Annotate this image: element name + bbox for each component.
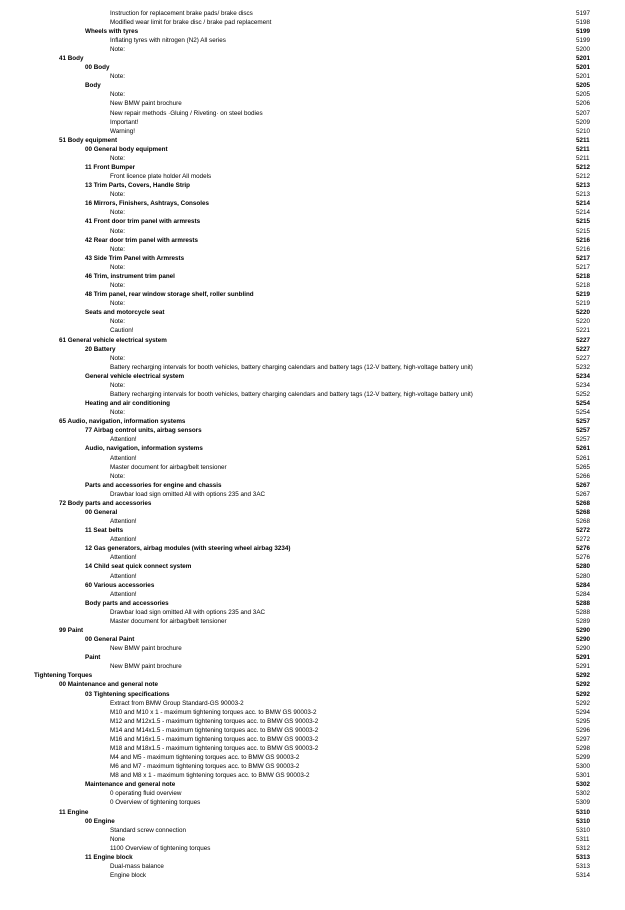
toc-entry-title: Wheels with tyres	[85, 27, 139, 35]
toc-entry[interactable]	[0, 36, 625, 45]
toc-entry-page-number: 5234	[576, 372, 591, 380]
toc-entry-page-number: 5292	[576, 681, 591, 689]
toc-entry-page-number: 5227	[576, 354, 591, 362]
toc-entry-title: 00 Body	[85, 64, 110, 72]
toc-entry[interactable]	[0, 109, 625, 118]
toc-entry[interactable]	[0, 454, 625, 463]
toc-heading[interactable]	[0, 526, 625, 535]
toc-entry[interactable]	[0, 9, 625, 18]
toc-entry[interactable]	[0, 617, 625, 626]
toc-entry-page-number: 5200	[576, 46, 591, 53]
toc-entry[interactable]	[0, 208, 625, 217]
toc-entry[interactable]	[0, 363, 625, 372]
toc-entry-page-number: 5209	[576, 118, 591, 126]
toc-entry[interactable]	[0, 354, 625, 363]
toc-entry-title: Extract from BMW Group Standard-GS 90003-2	[110, 699, 244, 707]
toc-entry[interactable]	[0, 726, 625, 735]
toc-heading[interactable]	[0, 481, 625, 490]
toc-entry-page-number: 5313	[576, 863, 591, 871]
toc-entry-page-number: 5311	[576, 835, 590, 843]
toc-entry-page-number: 5292	[576, 690, 591, 698]
toc-entry-page-number: 5205	[576, 82, 591, 90]
toc-entry-title: Note:	[110, 154, 126, 162]
toc-entry-title: M6 and M7 - maximum tightening torques acc. to BMW GS 90003-2	[110, 763, 300, 771]
toc-entry-title: Instruction for replacement brake pads/ brake discs	[110, 9, 253, 17]
toc-entry-page-number: 5210	[576, 127, 591, 135]
toc-entry-page-number: 5215	[576, 218, 591, 226]
toc-entry-page-number: 5292	[576, 699, 591, 707]
toc-entry-page-number: 5272	[576, 536, 591, 544]
toc-entry-page-number: 5267	[576, 481, 591, 489]
toc-entry-title: M14 and M14x1.5 - maximum tightening torques acc. to BMW GS 90003-2	[110, 726, 319, 734]
toc-entry[interactable]	[0, 154, 625, 163]
toc-heading[interactable]	[0, 635, 625, 644]
toc-heading[interactable]	[0, 145, 625, 154]
toc-entry-title: Note:	[110, 263, 126, 271]
toc-entry[interactable]	[0, 45, 625, 54]
toc-entry-page-number: 5291	[576, 654, 591, 662]
toc-heading[interactable]	[0, 508, 625, 517]
toc-heading[interactable]	[0, 136, 625, 145]
toc-entry-page-number: 5206	[576, 100, 591, 108]
toc-entry-title: 00 Engine	[85, 817, 115, 825]
toc-entry-page-number: 5197	[576, 9, 591, 17]
toc-entry-title: 13 Trim Parts, Covers, Handle Strip	[85, 182, 190, 190]
toc-entry-title: Standard screw connection	[110, 826, 186, 834]
toc-heading[interactable]	[0, 27, 625, 36]
toc-entry-title: Attention!	[110, 436, 137, 444]
toc-entry-title: 41 Body	[59, 55, 84, 63]
toc-heading[interactable]	[0, 290, 625, 299]
toc-entry[interactable]	[0, 99, 625, 108]
toc-entry-title: Parts and accessories for engine and chassis	[85, 481, 222, 489]
toc-entry-title: Front licence plate holder All models	[110, 173, 212, 181]
toc-entry-title: Attention!	[110, 454, 137, 462]
toc-entry-page-number: 5214	[576, 209, 591, 217]
toc-entry-title: None	[110, 835, 126, 843]
toc-entry-title: Note:	[110, 191, 126, 199]
toc-entry-page-number: 5298	[576, 745, 591, 753]
toc-entry-page-number: 5199	[576, 27, 591, 35]
toc-entry[interactable]	[0, 771, 625, 780]
toc-entry-title: Caution!	[110, 327, 134, 335]
toc-heading[interactable]	[0, 808, 625, 817]
toc-heading[interactable]	[0, 680, 625, 689]
toc-entry[interactable]	[0, 762, 625, 771]
toc-entry-title: M16 and M16x1.5 - maximum tightening torques acc. to BMW GS 90003-2	[110, 735, 319, 743]
toc-entry-page-number: 5216	[576, 245, 591, 253]
toc-entry[interactable]	[0, 871, 625, 880]
toc-entry-page-number: 5254	[576, 400, 591, 408]
toc-entry-title: 11 Front Bumper	[85, 164, 136, 172]
toc-entry-page-number: 5219	[576, 291, 591, 299]
toc-entry-page-number: 5213	[576, 191, 591, 199]
toc-heading[interactable]	[0, 345, 625, 354]
toc-entry[interactable]	[0, 590, 625, 599]
toc-heading[interactable]	[0, 853, 625, 862]
toc-entry-page-number: 5214	[576, 200, 591, 208]
toc-entry-title: Dual-mass balance	[110, 863, 164, 871]
toc-entry-title: Note:	[110, 318, 126, 326]
toc-entry-page-number: 5218	[576, 272, 591, 280]
toc-entry-title: 12 Gas generators, airbag modules (with steering wheel airbag 3234)	[85, 545, 291, 553]
toc-entry-title: Important!	[110, 118, 139, 126]
toc-entry-title: 51 Body equipment	[59, 136, 118, 144]
toc-entry-title: 03 Tightening specifications	[85, 690, 170, 698]
toc-heading[interactable]	[0, 671, 625, 680]
toc-entry-title: Note:	[110, 73, 126, 81]
toc-entry-page-number: 5276	[576, 545, 591, 553]
toc-entry-title: Note:	[110, 472, 126, 480]
toc-heading[interactable]	[0, 54, 625, 63]
toc-entry-title: 20 Battery	[85, 345, 116, 353]
toc-entry-page-number: 5276	[576, 554, 591, 562]
toc-heading[interactable]	[0, 544, 625, 553]
toc-entry-page-number: 5201	[576, 73, 591, 81]
toc-entry[interactable]	[0, 699, 625, 708]
toc-heading[interactable]	[0, 444, 625, 453]
toc-entry-title: 42 Rear door trim panel with armrests	[85, 236, 199, 244]
toc-entry-page-number: 5310	[576, 808, 591, 816]
toc-entry-title: Note:	[110, 91, 126, 99]
toc-entry-title: M8 and M8 x 1 - maximum tightening torques acc. to BMW GS 90003-2	[110, 772, 310, 780]
toc-entry[interactable]	[0, 463, 625, 472]
toc-heading[interactable]	[0, 308, 625, 317]
toc-entry-title: 65 Audio, navigation, information systems	[59, 418, 186, 426]
toc-heading[interactable]	[0, 581, 625, 590]
toc-entry-title: 41 Front door trim panel with armrests	[85, 218, 201, 226]
toc-entry-page-number: 5234	[576, 381, 591, 389]
toc-entry[interactable]	[0, 299, 625, 308]
toc-entry-title: New BMW paint brochure	[110, 100, 182, 108]
toc-entry-page-number: 5312	[576, 844, 591, 852]
toc-entry-page-number: 5313	[576, 853, 591, 861]
toc-heading[interactable]	[0, 81, 625, 90]
toc-entry-page-number: 5268	[576, 508, 591, 516]
toc-entry-page-number: 5299	[576, 754, 591, 762]
toc-entry-title: Master document for airbag/belt tensioner	[110, 617, 227, 625]
toc-entry-page-number: 5288	[576, 608, 591, 616]
toc-entry[interactable]	[0, 553, 625, 562]
toc-entry-title: 00 Maintenance and general note	[59, 681, 159, 689]
toc-entry-page-number: 5220	[576, 318, 591, 326]
toc-entry-title: Body	[85, 82, 101, 90]
toc-entry[interactable]	[0, 227, 625, 236]
toc-entry-page-number: 5199	[576, 36, 591, 44]
toc-entry-title: Battery recharging intervals for booth vehicles, battery charging calendars and battery tags (12-V battery, high-voltage battery unit)	[110, 390, 473, 398]
toc-entry-title: Note:	[110, 227, 126, 235]
toc-entry-title: M4 and M5 - maximum tightening torques acc. to BMW GS 90003-2	[110, 754, 300, 762]
toc-entry-page-number: 5292	[576, 672, 591, 680]
toc-entry[interactable]	[0, 263, 625, 272]
toc-entry-page-number: 5227	[576, 345, 591, 353]
toc-entry-page-number: 5261	[576, 445, 591, 453]
toc-entry-page-number: 5220	[576, 309, 591, 317]
toc-entry-title: New BMW paint brochure	[110, 645, 182, 653]
toc-entry-title: Note:	[110, 209, 126, 217]
toc-entry-title: Audio, navigation, information systems	[85, 445, 203, 453]
toc-heading[interactable]	[0, 653, 625, 662]
toc-entry-page-number: 5217	[576, 263, 591, 271]
toc-entry-page-number: 5232	[576, 363, 591, 371]
toc-entry[interactable]	[0, 608, 625, 617]
toc-entry[interactable]	[0, 835, 625, 844]
toc-entry-title: Inflating tyres with nitrogen (N2) All series	[110, 36, 226, 44]
toc-entry-title: 11 Engine	[59, 808, 89, 816]
toc-heading[interactable]	[0, 426, 625, 435]
toc-entry-title: General vehicle electrical system	[85, 372, 185, 380]
toc-entry[interactable]	[0, 789, 625, 798]
toc-entry-page-number: 5284	[576, 590, 591, 598]
toc-heading[interactable]	[0, 690, 625, 699]
toc-heading[interactable]	[0, 181, 625, 190]
toc-entry-title: Note:	[110, 46, 126, 53]
toc-entry[interactable]	[0, 245, 625, 254]
toc-entry-title: Tightening Torques	[34, 672, 93, 680]
toc-entry-page-number: 5294	[576, 708, 591, 716]
toc-heading[interactable]	[0, 199, 625, 208]
toc-entry[interactable]	[0, 72, 625, 81]
toc-entry-title: Note:	[110, 354, 126, 362]
toc-entry-title: 61 General vehicle electrical system	[59, 336, 167, 344]
toc-entry[interactable]	[0, 708, 625, 717]
toc-entry-page-number: 5310	[576, 817, 591, 825]
toc-entry[interactable]	[0, 127, 625, 136]
toc-entry-title: Drawbar load sign omitted All with options 235 and 3AC	[110, 608, 266, 616]
toc-entry[interactable]	[0, 826, 625, 835]
toc-entry[interactable]	[0, 472, 625, 481]
toc-entry-title: Engine block	[110, 872, 147, 880]
toc-heading[interactable]	[0, 272, 625, 281]
toc-entry-page-number: 5207	[576, 109, 591, 117]
toc-entry-page-number: 5211	[576, 145, 590, 153]
toc-entry-title: New repair methods ·Gluing / Riveting· on steel bodies	[110, 109, 263, 117]
toc-entry-page-number: 5254	[576, 409, 591, 417]
toc-entry-page-number: 5257	[576, 436, 591, 444]
toc-entry-page-number: 5314	[576, 872, 591, 880]
toc-entry-title: Drawbar load sign omitted All with options 235 and 3AC	[110, 490, 266, 498]
toc-entry-title: 60 Various accessories	[85, 581, 155, 589]
toc-entry-page-number: 5266	[576, 472, 591, 480]
toc-entry-title: 0 operating fluid overview	[110, 790, 182, 798]
toc-entry[interactable]	[0, 717, 625, 726]
toc-entry[interactable]	[0, 753, 625, 762]
table-of-contents	[0, 9, 625, 881]
toc-entry-title: 1100 Overview of tightening torques	[110, 844, 211, 852]
toc-heading[interactable]	[0, 499, 625, 508]
toc-entry[interactable]	[0, 172, 625, 181]
toc-entry-page-number: 5265	[576, 463, 591, 471]
toc-entry-title: Heating and air conditioning	[85, 400, 171, 408]
toc-entry-title: Note:	[110, 300, 126, 308]
toc-heading[interactable]	[0, 372, 625, 381]
toc-entry-title: Body parts and accessories	[85, 599, 169, 607]
toc-entry[interactable]	[0, 517, 625, 526]
toc-entry-page-number: 5227	[576, 336, 591, 344]
toc-entry-page-number: 5290	[576, 627, 591, 634]
toc-entry-page-number: 5261	[576, 454, 591, 462]
toc-heading[interactable]	[0, 336, 625, 345]
toc-entry-title: 00 General Paint	[85, 636, 135, 644]
toc-entry-page-number: 5300	[576, 763, 591, 771]
toc-entry-title: Attention!	[110, 590, 137, 598]
toc-entry-title: 43 Side Trim Panel with Armrests	[85, 254, 185, 262]
toc-entry-page-number: 5217	[576, 254, 591, 262]
toc-entry-page-number: 5215	[576, 227, 591, 235]
toc-entry-page-number: 5288	[576, 599, 591, 607]
toc-entry-page-number: 5219	[576, 300, 591, 308]
toc-entry[interactable]	[0, 90, 625, 99]
toc-entry[interactable]	[0, 862, 625, 871]
toc-entry[interactable]	[0, 118, 625, 127]
toc-heading[interactable]	[0, 254, 625, 263]
toc-heading[interactable]	[0, 626, 625, 635]
toc-entry-page-number: 5302	[576, 790, 591, 798]
toc-heading[interactable]	[0, 163, 625, 172]
toc-entry[interactable]	[0, 572, 625, 581]
toc-entry-page-number: 5289	[576, 617, 591, 625]
toc-entry[interactable]	[0, 798, 625, 807]
toc-entry-title: 0 Overview of tightening torques	[110, 799, 201, 807]
toc-heading[interactable]	[0, 236, 625, 245]
toc-entry-page-number: 5257	[576, 427, 591, 435]
toc-entry-title: Modified wear limit for brake disc / brake pad replacement	[110, 18, 272, 26]
toc-entry-title: 99 Paint	[59, 627, 84, 634]
toc-entry-page-number: 5272	[576, 527, 591, 535]
toc-entry-page-number: 5268	[576, 518, 591, 526]
toc-entry-title: Warning!	[110, 127, 135, 135]
toc-entry-title: New BMW paint brochure	[110, 663, 182, 671]
toc-entry[interactable]	[0, 281, 625, 290]
toc-heading[interactable]	[0, 562, 625, 571]
toc-entry-page-number: 5201	[576, 64, 591, 72]
toc-entry[interactable]	[0, 744, 625, 753]
toc-entry-page-number: 5218	[576, 282, 591, 290]
toc-entry-title: Note:	[110, 381, 126, 389]
toc-entry-title: M10 and M10 x 1 - maximum tightening torques acc. to BMW GS 90003-2	[110, 708, 317, 716]
toc-entry[interactable]	[0, 644, 625, 653]
toc-heading[interactable]	[0, 63, 625, 72]
toc-entry-title: 11 Engine block	[85, 853, 133, 861]
toc-heading[interactable]	[0, 780, 625, 789]
toc-entry[interactable]	[0, 326, 625, 335]
toc-entry[interactable]	[0, 408, 625, 417]
toc-entry[interactable]	[0, 735, 625, 744]
toc-entry-title: 16 Mirrors, Finishers, Ashtrays, Consoles	[85, 200, 209, 208]
toc-entry-title: Attention!	[110, 518, 137, 526]
toc-entry-page-number: 5295	[576, 717, 591, 725]
toc-entry-title: Note:	[110, 282, 126, 290]
toc-entry-title: Battery recharging intervals for booth vehicles, battery charging calendars and battery tags (12-V battery, high-voltage battery unit)	[110, 363, 473, 371]
toc-entry-page-number: 5302	[576, 781, 591, 789]
toc-entry-title: 48 Trim panel, rear window storage shelf, roller sunblind	[85, 291, 254, 299]
toc-entry-title: Attention!	[110, 536, 137, 544]
toc-entry-title: Paint	[85, 654, 101, 662]
toc-entry-page-number: 5213	[576, 182, 591, 190]
toc-entry[interactable]	[0, 490, 625, 499]
toc-entry-page-number: 5252	[576, 390, 591, 398]
toc-entry-page-number: 5290	[576, 645, 591, 653]
toc-entry[interactable]	[0, 390, 625, 399]
toc-entry-page-number: 5221	[576, 327, 591, 335]
toc-entry-title: Attention!	[110, 572, 137, 580]
toc-entry-page-number: 5297	[576, 735, 591, 743]
toc-entry-page-number: 5301	[576, 772, 591, 780]
toc-heading[interactable]	[0, 817, 625, 826]
toc-entry-page-number: 5268	[576, 499, 591, 507]
toc-entry-title: Seats and motorcycle seat	[85, 309, 165, 317]
toc-entry[interactable]	[0, 381, 625, 390]
toc-entry-page-number: 5211	[576, 154, 590, 162]
toc-entry-page-number: 5296	[576, 726, 591, 734]
toc-entry[interactable]	[0, 190, 625, 199]
toc-entry-page-number: 5280	[576, 563, 591, 571]
toc-entry-page-number: 5280	[576, 572, 591, 580]
toc-entry[interactable]	[0, 535, 625, 544]
toc-heading[interactable]	[0, 599, 625, 608]
toc-entry-title: Attention!	[110, 554, 137, 562]
toc-entry-title: M18 and M18x1.5 - maximum tightening torques acc. to BMW GS 90003-2	[110, 745, 319, 753]
toc-entry[interactable]	[0, 18, 625, 27]
toc-entry-title: Maintenance and general note	[85, 781, 176, 789]
toc-entry-page-number: 5291	[576, 663, 591, 671]
toc-entry-page-number: 5212	[576, 173, 591, 181]
toc-entry-page-number: 5198	[576, 18, 591, 26]
toc-entry-page-number: 5290	[576, 636, 591, 644]
toc-entry-title: 46 Trim, instrument trim panel	[85, 272, 175, 280]
toc-entry-title: 00 General	[85, 508, 118, 516]
toc-entry-page-number: 5310	[576, 826, 591, 834]
toc-entry-page-number: 5309	[576, 799, 591, 807]
toc-entry-page-number: 5211	[576, 136, 590, 144]
toc-entry-page-number: 5205	[576, 91, 591, 99]
toc-entry-page-number: 5284	[576, 581, 591, 589]
toc-heading[interactable]	[0, 417, 625, 426]
toc-entry-title: 00 General body equipment	[85, 145, 168, 153]
toc-entry-title: 77 Airbag control units, airbag sensors	[85, 427, 202, 435]
toc-entry-title: M12 and M12x1.5 - maximum tightening torques acc. to BMW GS 90003-2	[110, 717, 319, 725]
toc-entry-title: Note:	[110, 245, 126, 253]
toc-entry-title: 11 Seat belts	[85, 527, 124, 535]
toc-entry[interactable]	[0, 435, 625, 444]
toc-entry-page-number: 5212	[576, 164, 591, 172]
toc-entry[interactable]	[0, 662, 625, 671]
toc-entry-page-number: 5216	[576, 236, 591, 244]
toc-entry-title: 72 Body parts and accessories	[59, 499, 152, 507]
toc-entry-page-number: 5201	[576, 55, 591, 63]
toc-entry-title: 14 Child seat quick connect system	[85, 563, 192, 571]
toc-heading[interactable]	[0, 217, 625, 226]
toc-entry-title: Note:	[110, 409, 126, 417]
toc-entry[interactable]	[0, 844, 625, 853]
toc-entry-title: Master document for airbag/belt tensioner	[110, 463, 227, 471]
toc-entry-page-number: 5257	[576, 418, 591, 426]
toc-entry[interactable]	[0, 317, 625, 326]
toc-entry-page-number: 5267	[576, 490, 591, 498]
toc-heading[interactable]	[0, 399, 625, 408]
